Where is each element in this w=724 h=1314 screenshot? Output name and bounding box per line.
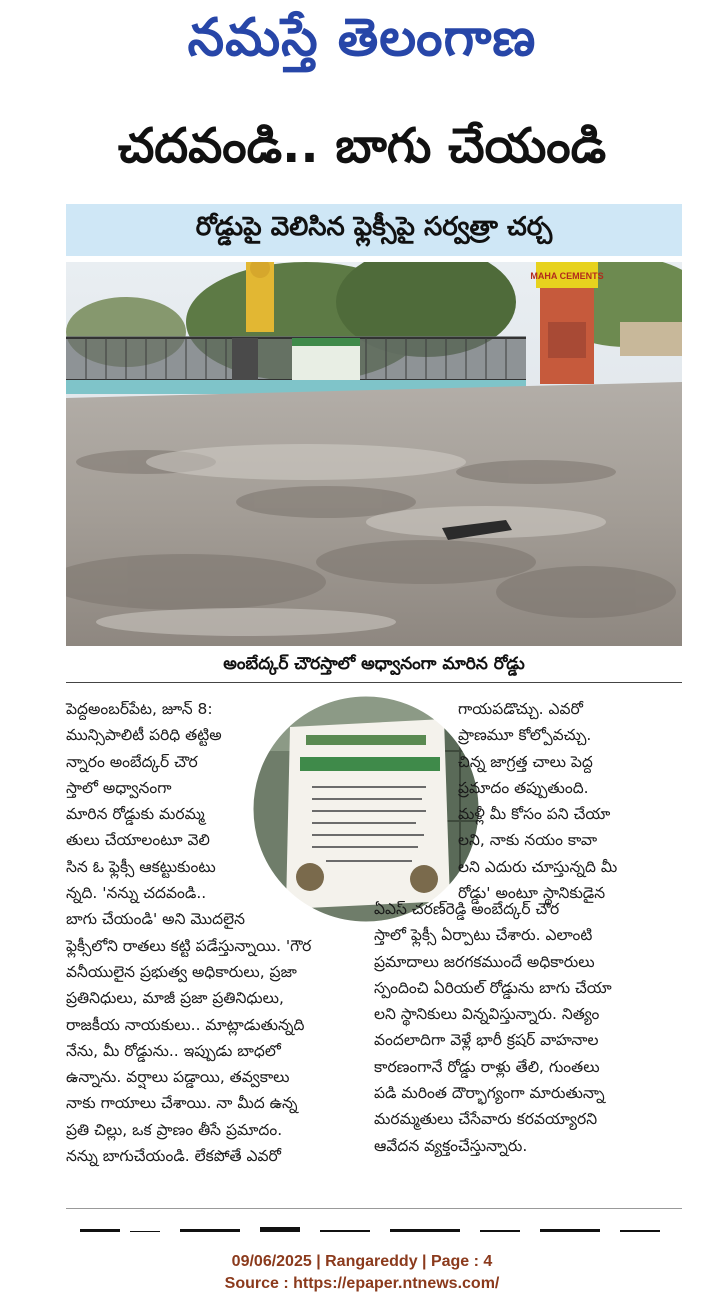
text-line: ప్రాణమూ కోల్పోవచ్చు.: [458, 726, 592, 745]
text-line: పెద్దఅంబర్‌పేట, జూన్ 8:: [66, 700, 213, 718]
text-line: ఉన్నాను. వర్షాలు పడ్డాయి, తవ్వకాలు: [66, 1068, 290, 1087]
text-line: చిన్న జాగ్రత్త చాలు పెద్ద: [458, 752, 593, 771]
text-line: నేను, మీ రోడ్డును.. ఇప్పుడు బాధలో: [66, 1041, 281, 1060]
article-column-right-bottom: [374, 896, 694, 1159]
text-line: న్నారం అంబేద్కర్ చౌర: [66, 752, 198, 771]
text-line: న్నది. 'నన్ను చదవండి..: [66, 884, 207, 903]
text-line: వనీయులైన ప్రభుత్వ అధికారులు, ప్రజా: [66, 962, 297, 981]
caption-divider: [66, 682, 682, 683]
text-line: పడి మరింత దౌర్భాగ్యంగా మారుతున్నా: [374, 1084, 605, 1103]
text-line: ప్రతినిధులు, మాజీ ప్రజా ప్రతినిధులు,: [66, 989, 284, 1008]
cement-sign-text: MAHA CEMENTS: [530, 271, 604, 281]
article-bottom-divider: [66, 1208, 682, 1209]
text-line: రోడ్డు' అంటూ స్థానికుడైన: [458, 884, 606, 903]
footer-source-link[interactable]: Source : https://epaper.ntnews.com/: [224, 1275, 500, 1292]
text-line: స్తాలో అధ్వానంగా: [66, 778, 172, 797]
subheadline: రోడ్డుపై వెలిసిన ఫ్లెక్సీపై సర్వత్రా చర్చ: [195, 212, 553, 242]
text-line: స్పందించి ఏరియల్ రోడ్డును బాగు చేయా: [374, 978, 612, 997]
text-line: కారణంగానే రోడ్డు రాళ్లు తేలి, గుంతలు: [374, 1057, 600, 1076]
text-line: ఏఎస్ చరణ్‌రెడ్డి అంబేద్కర్ చౌర: [374, 900, 560, 918]
flexi-inset-photo: [246, 691, 486, 927]
text-line: స్తాలో ఫ్లెక్సీ ఏర్పాటు చేశారు. ఎలాంటి: [374, 926, 593, 945]
text-line: లని, నాకు నయం కావా: [458, 831, 598, 850]
text-line: ప్రమాదాలు జరగకముందే అధికారులు: [374, 952, 595, 971]
subheadline-bar: [66, 204, 682, 256]
text-line: సిన ఓ ఫ్లెక్సీ ఆకట్టుకుంటు: [66, 857, 216, 876]
text-line: మున్సిపాలిటీ పరిధి తట్టిఅ: [66, 726, 222, 745]
text-line: లని స్థానికులు విన్నవిస్తున్నారు. నిత్యం: [374, 1005, 600, 1024]
text-line: ఆవేదన వ్యక్తంచేస్తున్నారు.: [374, 1136, 528, 1155]
headline: చదవండి.. బాగు చేయండి: [117, 118, 607, 174]
text-line: మారిన రోడ్డుకు మరమ్మ: [66, 805, 205, 824]
text-line: రాజకీయ నాయకులు.. మాట్లాడుతున్నది: [66, 1015, 305, 1034]
photo-caption: అంబేద్కర్ చౌరస్తాలో అధ్వానంగా మారిన రోడ్డు: [223, 654, 525, 674]
masthead-logo: నమస్తే తెలంగాణ: [187, 8, 537, 68]
footer-edition-info: 09/06/2025 | Rangareddy | Page : 4: [231, 1253, 493, 1270]
text-line: నాకు గాయాలు చేశాయి. నా మీద ఉన్న: [66, 1094, 298, 1113]
text-line: మరమ్మతులు చేసేవారు కరవయ్యారని: [374, 1110, 598, 1129]
text-line: వందలాదిగా వెళ్లే భారీ క్రషర్ వాహనాల: [374, 1031, 599, 1050]
text-line: ఫ్లెక్సీలోని రాతలు కట్టి పడేస్తున్నాయి. 'గౌర: [66, 936, 312, 955]
text-line: ప్రతి చిల్లు, ఒక ప్రాణం తీసే ప్రమాదం.: [66, 1120, 283, 1139]
text-line: గాయపడొచ్చు. ఎవరో: [458, 700, 584, 718]
cropped-next-headline: [70, 1222, 670, 1232]
text-line: లని ఎదురు చూస్తున్నది మీ: [458, 857, 618, 876]
article-column-right-top: [458, 696, 688, 906]
text-line: బాగు చేయండి' అని మొదలైన: [66, 910, 245, 929]
text-line: తులు చేయాలంటూ వెలి: [66, 831, 210, 850]
text-line: నన్ను బాగుచేయండి. లేకపోతే ఎవరో: [66, 1147, 281, 1166]
road-photo: [66, 262, 682, 646]
text-line: ప్రమాదం తప్పుతుంది.: [458, 778, 589, 797]
text-line: మళ్లీ మీ కోసం పని చేయా: [458, 805, 611, 824]
